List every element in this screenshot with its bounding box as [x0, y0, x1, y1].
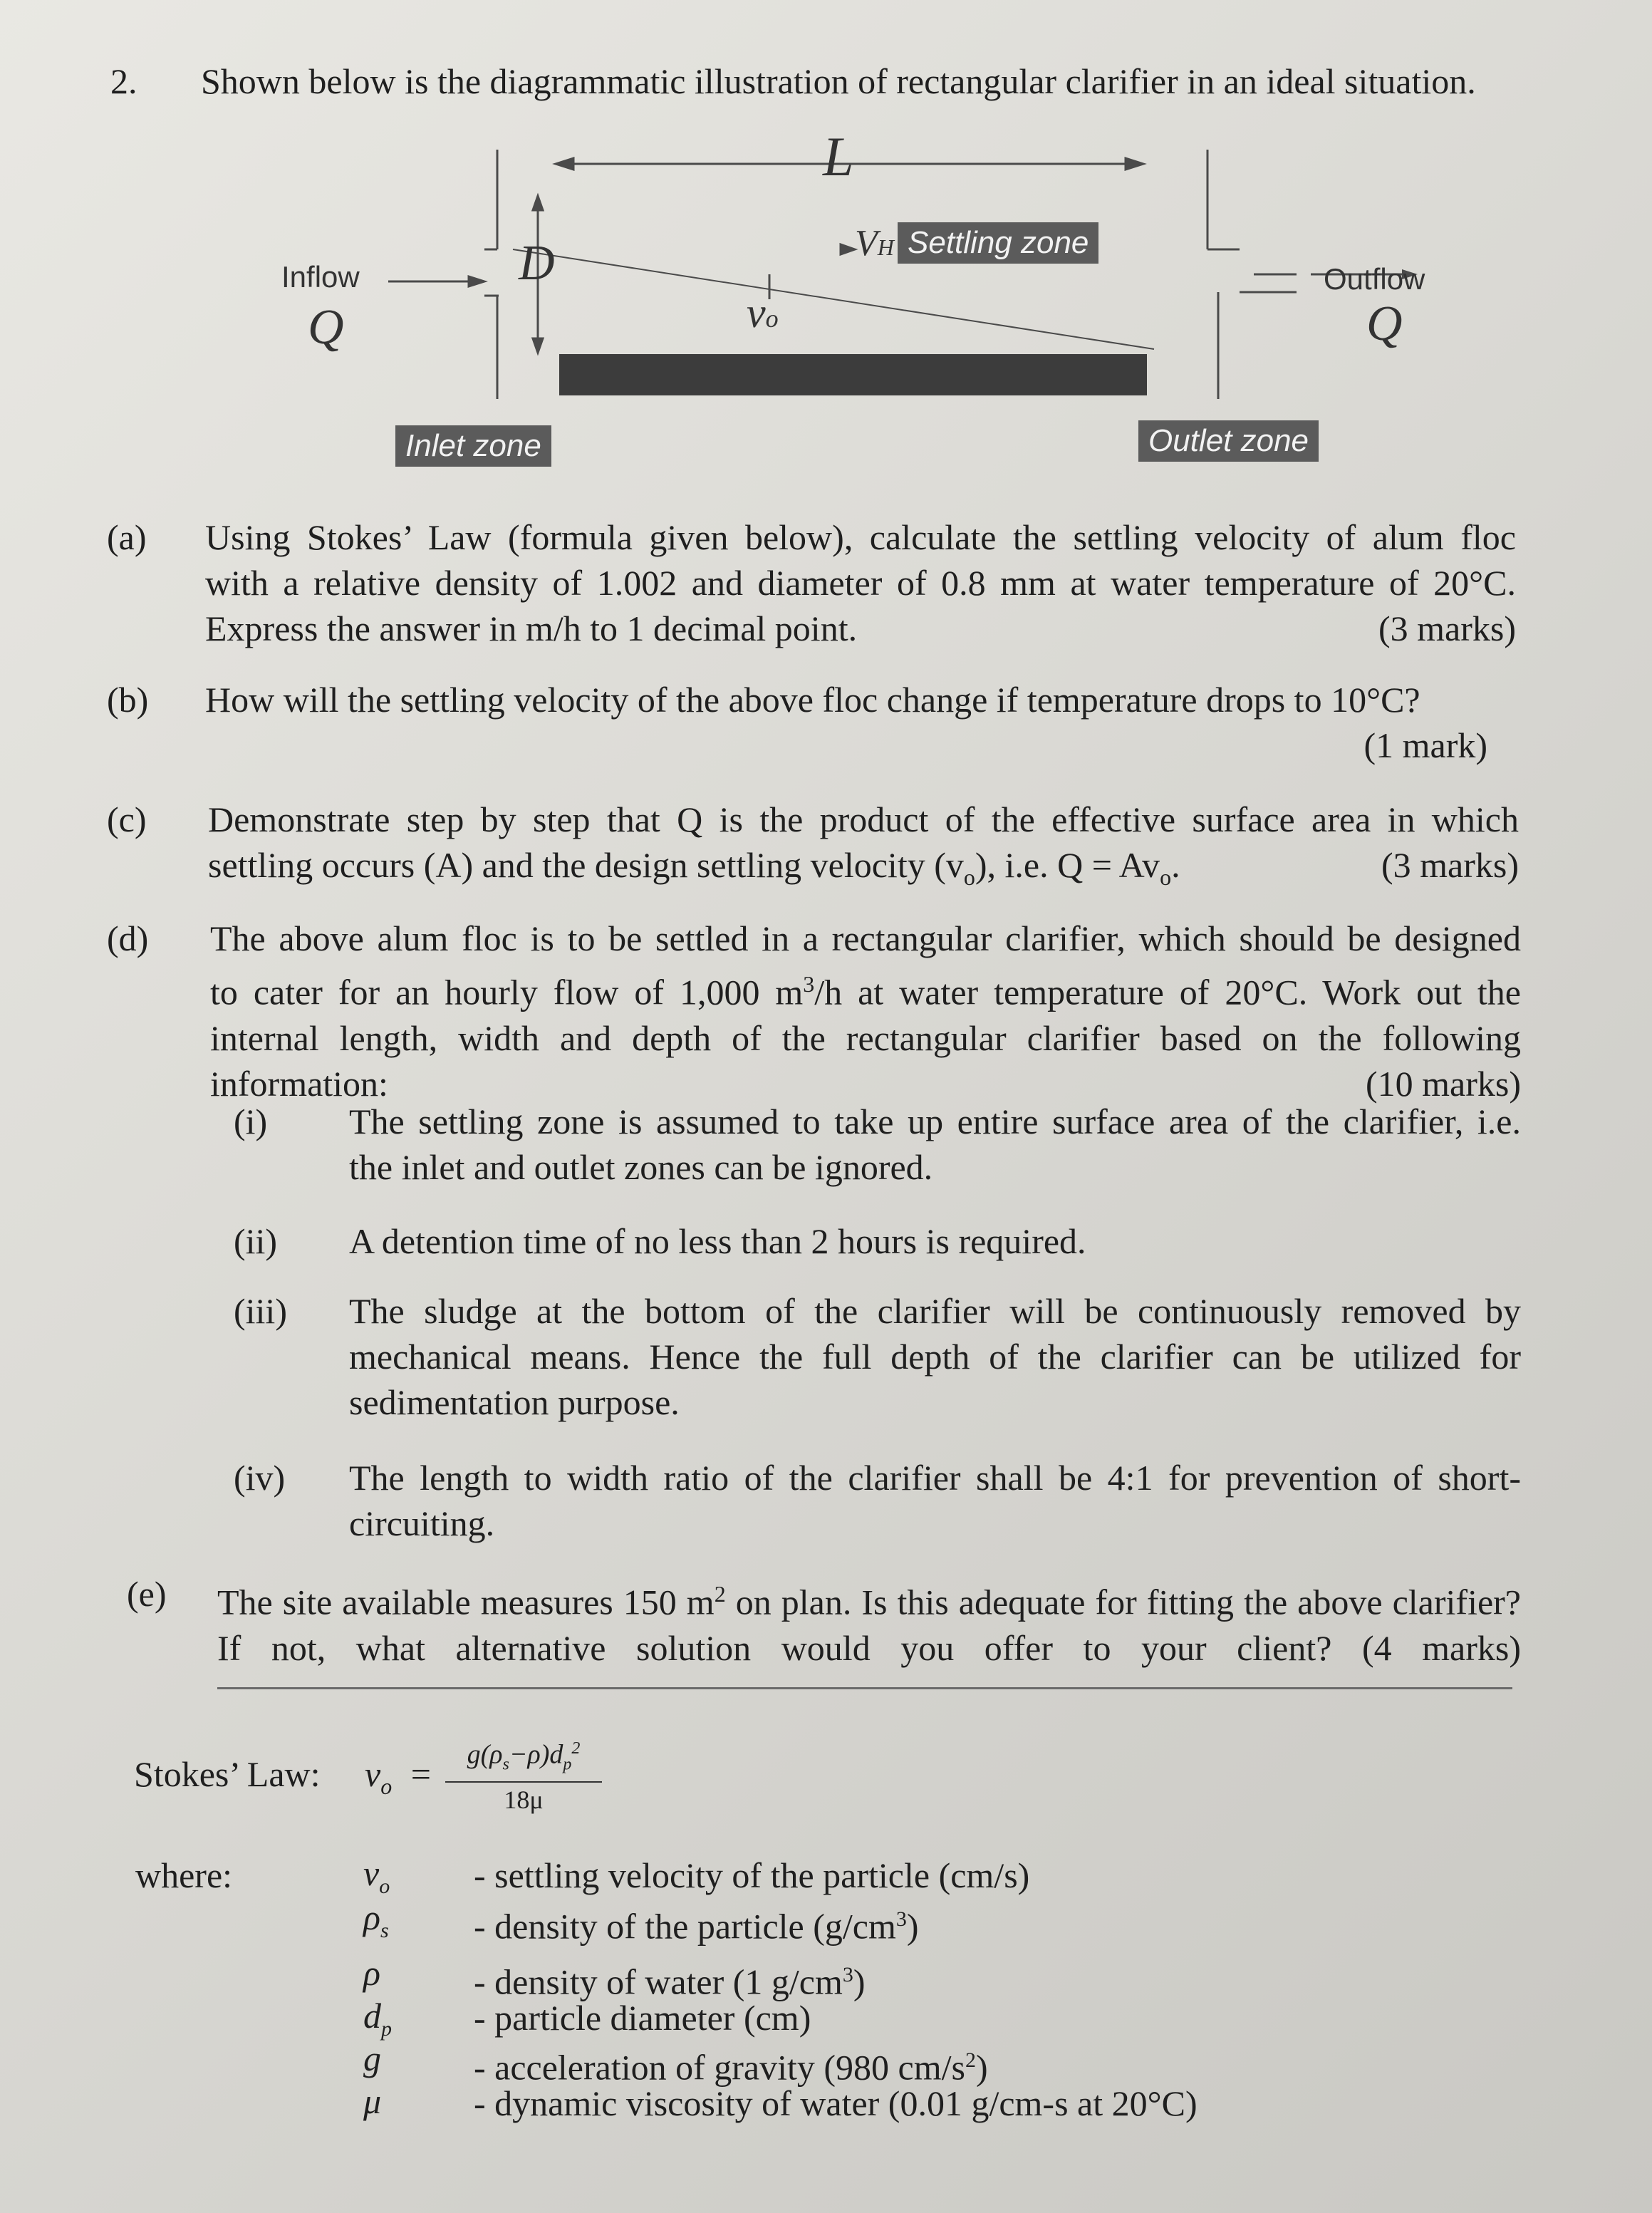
part-c-line1: Demonstrate step by step that Q is the product of the effective surface area in which [208, 799, 1519, 839]
def-symbol [363, 1852, 390, 1899]
item-i-label: (i) [234, 1102, 268, 1141]
def-text-end: ) [853, 1961, 866, 2002]
part-e-line2: If not, what alternative solution would you offer to your client? (4 marks) [217, 1627, 1521, 1668]
item-i-line1: The settling zone is assumed to take up entire surface area of the clarifier, i.e. [349, 1102, 1521, 1141]
item-iv-line1: The length to width ratio of the clarifier shall be 4:1 for prevention of short- [349, 1458, 1521, 1498]
part-e [217, 1571, 1521, 1671]
def-symbol-main: d [363, 1996, 381, 2036]
part-d-line2-post: /h at water temperature of 20°C. Work out the [814, 972, 1521, 1012]
part-d-line3: internal length, width and depth of the rectangular clarifier based on the following [210, 1017, 1521, 1058]
item-iii-line3: sedimentation purpose. [349, 1382, 680, 1422]
def-text: - dynamic viscosity of water (0.01 g/cm-s at 20°C) [474, 2083, 1198, 2123]
def-symbol: ρ [363, 1953, 380, 1993]
def-text: - particle diameter (cm) [474, 1998, 811, 2038]
part-c-line2-end-sub: o [1160, 864, 1172, 890]
formula-num-part1: g(ρ [467, 1739, 503, 1770]
item-i [349, 1099, 1521, 1190]
def-row-dp [356, 1995, 1282, 2041]
def-row-mu [356, 2080, 1282, 2126]
part-c-line2-row [208, 842, 1519, 900]
formula-num-sub2: p [563, 1755, 572, 1774]
formula-label: Stokes’ Law: [134, 1754, 321, 1794]
vh-subscript: H [877, 234, 894, 260]
inlet-zone-tag: Inlet zone [395, 425, 551, 467]
inflow-q: Q [308, 300, 344, 355]
part-e-line1-pre: The site available measures 150 m [217, 1582, 715, 1622]
part-b-label: (b) [107, 680, 149, 720]
item-iv [349, 1455, 1521, 1546]
part-d [210, 916, 1521, 1106]
part-e-label: (e) [127, 1574, 167, 1614]
def-text-main: - acceleration of gravity (980 cm/s [474, 2047, 965, 2088]
part-a-line3: Express the answer in m/h to 1 decimal point. [205, 608, 858, 648]
item-i-line2: the inlet and outlet zones can be ignored. [349, 1147, 933, 1187]
formula-lhs [365, 1751, 431, 1809]
item-iii-label: (iii) [234, 1291, 287, 1331]
part-b-line1: How will the settling velocity of the above floc change if temperature drops to 10°C? [205, 680, 1420, 720]
def-symbol-main: ρ [363, 1897, 380, 1937]
where-label: where: [135, 1855, 233, 1895]
settling-zone-tag: Settling zone [898, 222, 1098, 264]
part-d-label: (d) [107, 918, 149, 958]
part-c [208, 797, 1519, 900]
def-row-rho [356, 1952, 1282, 2002]
part-d-marks: (10 marks) [1366, 1063, 1521, 1104]
def-symbol-sub: p [381, 2017, 392, 2041]
outlet-zone-tag: Outlet zone [1138, 420, 1319, 462]
def-text-sup: 2 [965, 2048, 976, 2072]
part-b-marks-row [205, 722, 1487, 768]
part-c-line2-dot: . [1171, 845, 1180, 885]
formula-fraction [445, 1733, 602, 1814]
def-symbol-sub: s [380, 1919, 389, 1942]
def-row-rho-s [356, 1897, 1282, 1947]
length-label: L [823, 125, 854, 187]
part-d-line2-sup: 3 [803, 971, 815, 997]
part-a-line3-row [205, 606, 1516, 651]
def-symbol [363, 1995, 392, 2041]
part-e-line1-sup: 2 [714, 1581, 726, 1607]
fraction-bar [445, 1781, 602, 1783]
part-a-line2: with a relative density of 1.002 and diameter of 0.8 mm at water temperature of 20°C. [205, 563, 1516, 603]
def-symbol [363, 1897, 389, 1943]
part-d-line4: information: [210, 1063, 388, 1104]
def-row-vo [356, 1852, 1282, 1898]
def-symbol: μ [363, 2081, 382, 2121]
def-text-end: ) [976, 2047, 988, 2088]
formula-num-sup: 2 [571, 1739, 581, 1758]
part-e-line1-row [217, 1571, 1521, 1625]
part-d-line1: The above alum floc is to be settled in a rectangular clarifier, which should be designed [210, 918, 1521, 958]
part-c-label: (c) [107, 799, 147, 839]
inflow-label: Inflow [281, 260, 360, 294]
part-a [205, 514, 1516, 651]
def-text-end: ) [906, 1906, 919, 1947]
part-a-line1: Using Stokes’ Law (formula given below), calculate the settling velocity of alum floc [205, 517, 1516, 557]
formula-denominator: 18μ [504, 1786, 544, 1815]
part-a-label: (a) [107, 517, 147, 557]
def-symbol: g [363, 2038, 381, 2078]
part-a-marks: (3 marks) [1378, 608, 1516, 648]
formula-v-sub: o [380, 1773, 393, 1799]
def-text-sup: 3 [842, 1963, 853, 1986]
part-c-line2-sub: o [963, 864, 975, 890]
part-b-marks: (1 mark) [1363, 725, 1487, 765]
def-row-g [356, 2038, 1282, 2088]
item-ii-label: (ii) [234, 1221, 278, 1261]
formula-num-part2: −ρ)d [509, 1739, 563, 1770]
formula-v: v [365, 1754, 381, 1794]
vo-subscript: o [765, 304, 779, 333]
item-iii-line1: The sludge at the bottom of the clarifier will be continuously removed by [349, 1291, 1521, 1331]
vo-label [747, 289, 779, 338]
depth-label: D [519, 236, 555, 291]
item-iii-line2: mechanical means. Hence the full depth of the clarifier can be utilized for [349, 1337, 1521, 1377]
part-d-line2-row [210, 961, 1521, 1015]
item-ii-line1: A detention time of no less than 2 hours is required. [349, 1221, 1086, 1261]
separator-rule [217, 1687, 1512, 1689]
part-b [205, 677, 1487, 768]
part-c-line2-end: ), i.e. Q = Av [975, 845, 1160, 885]
def-text-sup: 3 [895, 1907, 907, 1931]
formula-numerator [445, 1733, 602, 1780]
item-iii [349, 1288, 1521, 1425]
part-c-line2: settling occurs (A) and the design settling velocity (v [208, 845, 964, 885]
part-d-line2-pre: to cater for an hourly flow of 1,000 m [210, 972, 804, 1012]
def-text-main: - density of water (1 g/cm [474, 1961, 843, 2002]
def-symbol-sub: o [379, 1875, 390, 1898]
def-text-main: - density of the particle (g/cm [474, 1906, 896, 1947]
outflow-q: Q [1366, 296, 1403, 351]
item-iv-label: (iv) [234, 1458, 286, 1498]
definitions-list [356, 1852, 1282, 2123]
part-c-marks: (3 marks) [1381, 845, 1519, 885]
def-text [474, 1897, 919, 1949]
def-symbol-main: v [363, 1853, 380, 1893]
item-iv-line2: circuiting. [349, 1503, 495, 1543]
vh-label [855, 222, 894, 264]
question-intro: Shown below is the diagrammatic illustration of rectangular clarifier in an ideal situation. [201, 61, 1476, 101]
formula-equals: = [410, 1754, 431, 1794]
outflow-label: Outflow [1324, 262, 1425, 296]
vh-symbol: V [855, 223, 878, 264]
part-e-line1-post: on plan. Is this adequate for fitting the above clarifier? [725, 1582, 1521, 1622]
question-number: 2. [110, 61, 137, 101]
formula-num-sub1: s [502, 1755, 509, 1774]
vo-symbol: v [747, 289, 766, 336]
def-text: - settling velocity of the particle (cm/s) [474, 1855, 1030, 1895]
